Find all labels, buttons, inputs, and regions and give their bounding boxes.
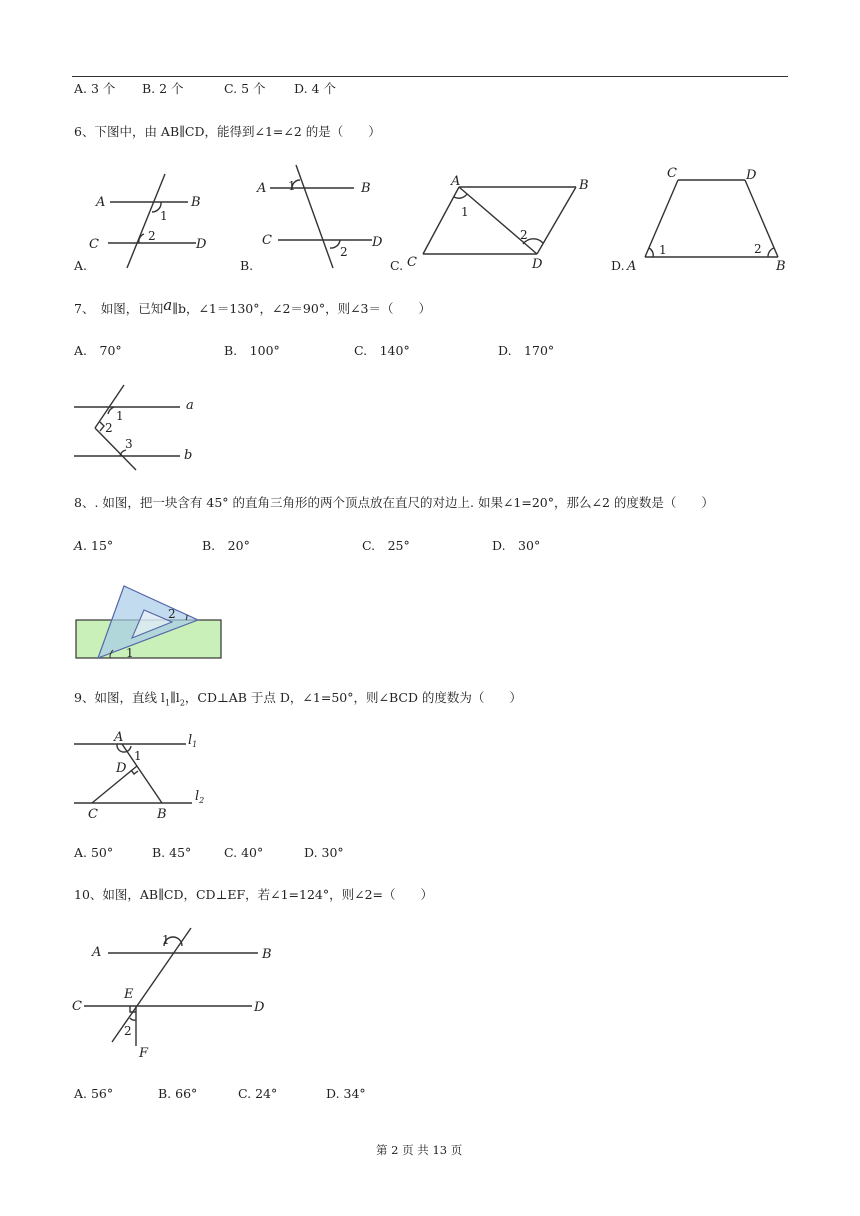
q6b-angle-1: 1 bbox=[288, 179, 296, 193]
q9-option-c: C. 40° bbox=[224, 845, 264, 860]
q8-angle-2: 2 bbox=[168, 607, 176, 621]
q9-stem-post: ，CD⊥AB 于点 D，∠1=50°，则∠BCD 的度数为（ ） bbox=[184, 690, 522, 705]
q8-stem: 8、. 如图，把一块含有 45° 的直角三角形的两个顶点放在直尺的对边上. 如果∠1=20°，那么∠2 的度数是（ ） bbox=[74, 495, 714, 510]
q8-option-d: D. 30° bbox=[492, 538, 541, 553]
q9-label-l2-sub: 2 bbox=[199, 796, 205, 805]
q9-sub-2: 2 bbox=[179, 698, 185, 708]
q9-label-c: C bbox=[88, 807, 98, 822]
q6c-angle-1: 1 bbox=[461, 205, 469, 219]
q10-label-a: A bbox=[92, 945, 102, 960]
q6d-label-c: C bbox=[667, 166, 677, 181]
q6b-label-c: C bbox=[262, 233, 272, 248]
q10-option-c: C. 24° bbox=[238, 1086, 278, 1101]
q10-label-f: F bbox=[139, 1046, 149, 1061]
q10-label-e: E bbox=[124, 987, 134, 1002]
q9-label-d: D bbox=[116, 761, 127, 776]
q9-label-l2-letter: l bbox=[195, 789, 200, 804]
q7-label-b: b bbox=[184, 448, 193, 463]
q9-sub-1: 1 bbox=[164, 698, 171, 708]
q6c-label-b: B bbox=[579, 178, 589, 193]
q10-option-b: B. 66° bbox=[158, 1086, 198, 1101]
q6a-angle-2: 2 bbox=[148, 229, 156, 243]
q6-option-c: C. bbox=[390, 258, 404, 273]
q8-option-a-letter: A. bbox=[74, 538, 88, 553]
q6a-label-a: A bbox=[96, 195, 106, 210]
q9-option-b: B. 45° bbox=[152, 845, 192, 860]
page-footer: 第 2 页 共 13 页 bbox=[376, 1143, 463, 1157]
q6c-label-a: A bbox=[451, 174, 461, 189]
q6b-label-d: D bbox=[372, 235, 383, 250]
q10-option-d: D. 34° bbox=[326, 1086, 366, 1101]
q9-option-d: D. 30° bbox=[304, 845, 344, 860]
q8-option-a-value: 15° bbox=[91, 538, 114, 553]
q7-angle-3: 3 bbox=[125, 437, 133, 451]
q9-stem-mid: ∥l bbox=[170, 690, 180, 705]
q5-option-c: C. 5 个 bbox=[224, 81, 266, 96]
q7-option-c: C. 140° bbox=[354, 343, 410, 358]
q6c-angle-2: 2 bbox=[520, 228, 528, 242]
q9-stem-pre: 9、如图，直线 l bbox=[74, 690, 165, 705]
q6d-angle-1: 1 bbox=[659, 243, 667, 257]
q10-stem: 10、如图，AB∥CD，CD⊥EF，若∠1=124°，则∠2=（ ） bbox=[74, 887, 434, 902]
q9-option-a: A. 50° bbox=[74, 845, 114, 860]
q6d-label-a: A bbox=[627, 259, 637, 274]
q6a-label-c: C bbox=[89, 237, 99, 252]
q6-option-d: D. bbox=[611, 258, 625, 273]
q10-label-d: D bbox=[254, 1000, 265, 1015]
q5-option-d: D. 4 个 bbox=[294, 81, 336, 96]
q6d-label-b: B bbox=[776, 259, 786, 274]
q6a-label-d: D bbox=[196, 237, 207, 252]
q6-stem: 6、下图中，由 AB∥CD，能得到∠1=∠2 的是（ ） bbox=[74, 124, 381, 139]
q7-stem-post: ∥b，∠1＝130°，∠2＝90°，则∠3＝（ ） bbox=[172, 301, 431, 316]
q6-option-a: A. bbox=[74, 258, 88, 273]
q6b-label-b: B bbox=[361, 181, 371, 196]
q8-angle-1: 1 bbox=[126, 646, 134, 660]
q6a-angle-1: 1 bbox=[160, 209, 168, 223]
q6b-label-a: A bbox=[257, 181, 267, 196]
q7-option-a: A. 70° bbox=[74, 343, 122, 358]
q9-label-l1-sub: 1 bbox=[192, 740, 198, 749]
q7-stem-pre: 7、 如图，已知 bbox=[74, 301, 164, 316]
q10-label-c: C bbox=[72, 999, 82, 1014]
q10-angle-2: 2 bbox=[124, 1024, 132, 1038]
q8-option-c: C. 25° bbox=[362, 538, 410, 553]
q6d-label-d: D bbox=[746, 168, 757, 183]
q6c-label-d: D bbox=[532, 257, 543, 272]
q7-stem-a: a bbox=[163, 296, 173, 314]
q9-label-l1-letter: l bbox=[188, 733, 193, 748]
q9-label-a: A bbox=[114, 730, 124, 745]
q7-angle-2: 2 bbox=[105, 421, 113, 435]
q9-angle-1: 1 bbox=[134, 749, 142, 763]
q6c-label-c: C bbox=[407, 255, 417, 270]
q8-option-b: B. 20° bbox=[202, 538, 250, 553]
q7-option-b: B. 100° bbox=[224, 343, 280, 358]
q6d-angle-2: 2 bbox=[754, 242, 762, 256]
q9-label-b: B bbox=[157, 807, 167, 822]
q6a-label-b: B bbox=[191, 195, 201, 210]
q10-angle-1: 1 bbox=[162, 933, 170, 947]
q7-option-d: D. 170° bbox=[498, 343, 555, 358]
q7-angle-1: 1 bbox=[116, 409, 124, 423]
q6b-angle-2: 2 bbox=[340, 245, 348, 259]
q5-option-b: B. 2 个 bbox=[142, 81, 184, 96]
q10-label-b: B bbox=[262, 947, 272, 962]
q5-option-a: A. 3 个 bbox=[74, 81, 116, 96]
q6-option-b: B. bbox=[240, 258, 254, 273]
q7-label-a: a bbox=[186, 398, 194, 413]
q10-option-a: A. 56° bbox=[74, 1086, 114, 1101]
